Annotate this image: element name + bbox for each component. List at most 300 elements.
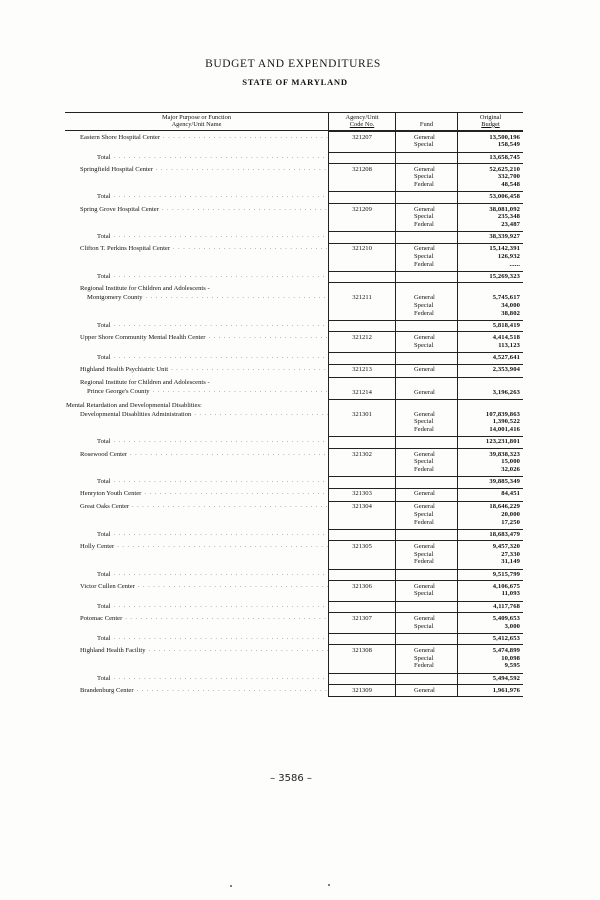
agency-name-text: Highland Health Psychiatric Unit <box>80 366 169 374</box>
fund-type: General <box>414 366 435 374</box>
dot-leader <box>110 673 328 685</box>
budget-cell <box>457 684 523 697</box>
agency-name-line <box>65 245 328 253</box>
fund-cell <box>395 580 457 601</box>
agency-name-text: Holly Center <box>80 543 115 551</box>
header-budget-line2: Budget <box>481 120 500 128</box>
agency-code: 321214 <box>352 388 372 396</box>
budget-amount: 23,487 <box>501 220 520 228</box>
fund-type: General <box>414 450 435 458</box>
dot-leader <box>143 294 329 302</box>
fund-type: Special <box>414 173 434 181</box>
budget-cell <box>457 243 523 271</box>
total-row <box>65 152 523 164</box>
fund-type: General <box>414 334 435 342</box>
budget-table <box>65 112 523 697</box>
page-number: – 3586 – <box>270 773 312 784</box>
budget-amount: 17,250 <box>501 518 520 526</box>
agency-code-cell <box>328 364 395 377</box>
fund-cell <box>395 377 457 399</box>
agency-name-line <box>65 583 328 591</box>
agency-code: 321309 <box>352 686 372 694</box>
total-amount: 15,269,323 <box>457 271 523 283</box>
agency-code: 321301 <box>352 410 372 418</box>
table-row <box>65 377 523 399</box>
total-label: Total <box>97 321 111 329</box>
total-label-cell <box>65 271 328 283</box>
agency-name-text: Regional Institute for Children and Adolescents - <box>80 379 210 387</box>
total-row <box>65 271 523 283</box>
dot-leader <box>153 166 328 174</box>
agency-code: 321213 <box>352 366 372 374</box>
scan-speck <box>328 884 330 886</box>
budget-cell <box>457 580 523 601</box>
fund-type: General <box>414 582 435 590</box>
section-heading <box>65 402 328 410</box>
budget-amount: 5,745,617 <box>492 294 520 302</box>
fund-cell <box>395 131 457 152</box>
total-row <box>65 476 523 488</box>
agency-name-line <box>65 411 328 419</box>
total-amount: 53,006,458 <box>457 191 523 203</box>
agency-code-cell <box>328 580 395 601</box>
agency-name-cell <box>65 448 328 476</box>
total-label: Total <box>97 602 111 610</box>
agency-code: 321302 <box>352 450 372 458</box>
budget-amount: 9,457,320 <box>492 543 520 551</box>
agency-name-cell <box>65 399 328 436</box>
total-code-cell <box>328 529 395 541</box>
total-code-cell <box>328 231 395 243</box>
fund-type: General <box>414 686 435 694</box>
agency-code-cell <box>328 684 395 697</box>
total-label: Total <box>97 233 111 241</box>
fund-type: General <box>414 503 435 511</box>
fund-type: Federal <box>414 220 434 228</box>
dot-leader <box>110 271 328 283</box>
table-row <box>65 131 523 152</box>
agency-code-cell <box>328 243 395 271</box>
agency-name-line <box>65 285 328 293</box>
value-cells <box>328 540 523 568</box>
fund-type: General <box>414 647 435 655</box>
budget-amount: 38,081,092 <box>489 205 520 213</box>
budget-amount: 126,932 <box>497 252 520 260</box>
budget-amount: 1,961,976 <box>492 686 520 694</box>
fund-type: Special <box>414 213 434 221</box>
agency-name-cell <box>65 684 328 697</box>
agency-code-cell <box>328 488 395 501</box>
agency-code: 321212 <box>352 334 372 342</box>
agency-name-cell <box>65 488 328 501</box>
total-amount: 38,339,927 <box>457 231 523 243</box>
total-fund-cell <box>395 673 457 685</box>
total-label-cell <box>65 191 328 203</box>
agency-code: 321306 <box>352 582 372 590</box>
table-row <box>65 282 523 319</box>
section-heading-text: Mental Retardation and Developmental Disablities: <box>66 401 202 409</box>
table-row <box>65 331 523 352</box>
total-code-cell <box>328 633 395 645</box>
budget-amount: 10,098 <box>501 654 520 662</box>
budget-cell <box>457 399 523 436</box>
budget-amount: 3,196,263 <box>492 388 520 396</box>
agency-name-line <box>65 166 328 174</box>
dot-leader <box>110 633 328 645</box>
budget-cell <box>457 364 523 377</box>
fund-type: General <box>414 615 435 622</box>
fund-type: General <box>414 294 435 302</box>
budget-amount: 2,353,904 <box>492 366 520 374</box>
agency-name-cell <box>65 644 328 672</box>
dot-leader <box>110 476 328 488</box>
agency-code-cell <box>328 377 395 399</box>
page-subtitle: STATE OF MARYLAND <box>242 77 348 87</box>
total-amount: 9,515,799 <box>457 569 523 581</box>
total-code-cell <box>328 601 395 613</box>
total-fund-cell <box>395 231 457 243</box>
agency-name-line <box>65 294 328 302</box>
agency-name-text: Highland Health Facility <box>80 647 146 655</box>
agency-name-text: Spring Grove Hospital Center <box>80 205 159 213</box>
agency-code: 321209 <box>352 205 372 213</box>
total-fund-cell <box>395 569 457 581</box>
value-cells <box>328 448 523 476</box>
budget-cell <box>457 501 523 529</box>
total-label: Total <box>97 354 111 362</box>
header-code-line1: Agency/Unit <box>345 114 379 121</box>
agency-name-text: Montgomery County <box>87 294 143 302</box>
budget-amount: 11,093 <box>501 590 520 598</box>
table-row <box>65 203 523 231</box>
total-label-cell <box>65 320 328 332</box>
table-row <box>65 364 523 377</box>
dot-leader <box>159 206 328 214</box>
total-value-cells <box>328 529 523 541</box>
budget-amount: 3,000 <box>504 622 520 630</box>
total-code-cell <box>328 476 395 488</box>
table-body <box>65 131 523 697</box>
agency-name-cell <box>65 203 328 231</box>
total-value-cells <box>328 191 523 203</box>
budget-amount: 84,451 <box>501 490 520 498</box>
total-fund-cell <box>395 152 457 164</box>
total-amount: 5,412,653 <box>457 633 523 645</box>
agency-name-text: Developmental Disablities Administration <box>80 410 192 418</box>
fund-cell <box>395 163 457 191</box>
fund-cell <box>395 612 457 633</box>
budget-amount: 15,000 <box>501 458 520 466</box>
agency-name-text: Great Oaks Center <box>80 503 130 511</box>
agency-name-cell <box>65 364 328 377</box>
agency-name-text: Prince George's County <box>87 388 150 396</box>
fund-cell <box>395 399 457 436</box>
total-label-cell <box>65 352 328 364</box>
fund-cell <box>395 243 457 271</box>
fund-type: Special <box>414 141 434 149</box>
total-label: Total <box>97 478 111 486</box>
total-code-cell <box>328 152 395 164</box>
table-row <box>65 540 523 568</box>
budget-amount: 4,414,518 <box>492 334 520 342</box>
agency-name-line <box>65 366 328 374</box>
agency-code: 321308 <box>352 647 372 655</box>
dot-leader <box>110 569 328 581</box>
agency-code-cell <box>328 448 395 476</box>
fund-type: Federal <box>414 662 434 670</box>
total-label-cell <box>65 673 328 685</box>
total-label: Total <box>97 438 111 446</box>
agency-name-cell <box>65 131 328 152</box>
fund-type: Federal <box>414 309 434 317</box>
table-row <box>65 488 523 501</box>
total-amount: 4,117,768 <box>457 601 523 613</box>
total-label-cell <box>65 436 328 448</box>
agency-code-cell <box>328 203 395 231</box>
total-row <box>65 352 523 364</box>
total-value-cells <box>328 476 523 488</box>
table-row <box>65 644 523 672</box>
table-row <box>65 448 523 476</box>
table-row <box>65 399 523 436</box>
budget-amount: 5,409,653 <box>492 615 520 622</box>
budget-amount: 113,123 <box>498 341 520 349</box>
agency-code-cell <box>328 540 395 568</box>
fund-type: General <box>414 205 435 213</box>
agency-code: 321210 <box>352 245 372 253</box>
agency-name-cell <box>65 540 328 568</box>
total-label-cell <box>65 476 328 488</box>
value-cells <box>328 203 523 231</box>
value-cells <box>328 580 523 601</box>
total-amount: 123,231,801 <box>457 436 523 448</box>
agency-name-text: Regional Institute for Children and Adolescents - <box>80 285 210 293</box>
agency-name-line <box>65 379 328 387</box>
total-code-cell <box>328 352 395 364</box>
agency-name-text: Springfield Hospital Center <box>80 165 153 173</box>
fund-cell <box>395 203 457 231</box>
total-label: Total <box>97 674 111 682</box>
table-row <box>65 243 523 271</box>
fund-type: General <box>414 133 435 141</box>
agency-name-line <box>65 687 328 695</box>
budget-amount: 158,549 <box>497 141 520 149</box>
value-cells <box>328 377 523 399</box>
total-amount: 5,818,419 <box>457 320 523 332</box>
agency-name-text: Potomac Center <box>80 615 123 622</box>
total-fund-cell <box>395 633 457 645</box>
agency-code: 321305 <box>352 543 372 551</box>
budget-cell <box>457 488 523 501</box>
dot-leader <box>191 411 328 419</box>
value-cells <box>328 612 523 633</box>
total-row <box>65 569 523 581</box>
total-code-cell <box>328 191 395 203</box>
header-name-line1: Major Purpose or Function <box>161 114 232 121</box>
dot-leader <box>141 490 328 498</box>
budget-amount: 32,026 <box>501 465 520 473</box>
budget-cell <box>457 282 523 319</box>
dot-leader <box>110 191 328 203</box>
total-fund-cell <box>395 601 457 613</box>
dot-leader <box>168 366 328 374</box>
budget-cell <box>457 131 523 152</box>
agency-name-text: Henryton Youth Center <box>80 490 142 498</box>
fund-cell <box>395 501 457 529</box>
total-fund-cell <box>395 320 457 332</box>
budget-cell <box>457 644 523 672</box>
dot-leader <box>170 245 328 253</box>
dot-leader <box>150 388 328 396</box>
value-cells <box>328 501 523 529</box>
header-fund-column <box>395 113 457 130</box>
total-value-cells <box>328 673 523 685</box>
table-row <box>65 580 523 601</box>
header-fund: Fund <box>419 121 434 128</box>
total-row <box>65 191 523 203</box>
agency-code-cell <box>328 399 395 436</box>
agency-code: 321304 <box>352 503 372 511</box>
dot-leader <box>205 334 328 342</box>
agency-name-line <box>65 388 328 396</box>
agency-code: 321211 <box>352 294 372 302</box>
scan-speck <box>230 885 232 887</box>
agency-name-text: Brandenburg Center <box>80 686 134 694</box>
total-label-cell <box>65 529 328 541</box>
total-amount: 13,658,745 <box>457 152 523 164</box>
agency-name-text: Clifton T. Perkins Hospital Center <box>80 245 171 253</box>
total-row <box>65 436 523 448</box>
budget-amount: 18,646,229 <box>489 503 520 511</box>
dot-leader <box>122 615 328 623</box>
budget-amount: 1,390,522 <box>492 418 520 426</box>
value-cells <box>328 282 523 319</box>
budget-amount: 5,474,899 <box>492 647 520 655</box>
fund-type: Federal <box>414 181 434 189</box>
agency-code-cell <box>328 644 395 672</box>
budget-amount: 38,802 <box>501 309 520 317</box>
table-row <box>65 684 523 697</box>
total-label-cell <box>65 152 328 164</box>
dot-leader <box>110 352 328 364</box>
fund-cell <box>395 644 457 672</box>
agency-name-line <box>65 206 328 214</box>
total-value-cells <box>328 320 523 332</box>
budget-amount: 34,000 <box>501 302 520 309</box>
dot-leader <box>135 583 328 591</box>
total-amount: 4,527,641 <box>457 352 523 364</box>
value-cells <box>328 684 523 697</box>
header-name-line2: Agency/Unit Name <box>171 120 222 128</box>
budget-amount: 235,348 <box>497 213 520 221</box>
fund-cell <box>395 684 457 697</box>
fund-cell <box>395 540 457 568</box>
total-label: Total <box>97 634 111 642</box>
agency-name-line <box>65 503 328 511</box>
total-code-cell <box>328 673 395 685</box>
fund-type: Special <box>414 458 434 466</box>
budget-amount: 20,000 <box>501 510 520 518</box>
budget-cell <box>457 203 523 231</box>
budget-amount: 4,106,675 <box>492 582 520 590</box>
total-value-cells <box>328 569 523 581</box>
total-fund-cell <box>395 352 457 364</box>
table-row <box>65 612 523 633</box>
agency-name-cell <box>65 501 328 529</box>
total-row <box>65 673 523 685</box>
fund-cell <box>395 282 457 319</box>
fund-type: General <box>414 543 435 551</box>
total-value-cells <box>328 231 523 243</box>
total-label-cell <box>65 569 328 581</box>
agency-code: 321303 <box>352 490 372 498</box>
agency-name-line <box>65 134 328 142</box>
dot-leader <box>146 647 328 655</box>
agency-name-line <box>65 543 328 551</box>
agency-name-cell <box>65 612 328 633</box>
agency-code-cell <box>328 331 395 352</box>
agency-name-text: Rosewood Center <box>80 450 128 458</box>
dot-leader <box>110 320 328 332</box>
fund-type: Federal <box>414 518 434 526</box>
budget-cell <box>457 612 523 633</box>
fund-type: General <box>414 388 435 396</box>
agency-name-line <box>65 451 328 459</box>
budget-amount: 13,500,196 <box>489 133 520 141</box>
dot-leader <box>110 601 328 613</box>
agency-name-line <box>65 615 328 623</box>
total-value-cells <box>328 436 523 448</box>
total-label: Total <box>97 530 111 538</box>
total-code-cell <box>328 436 395 448</box>
dot-leader <box>134 687 328 695</box>
total-row <box>65 320 523 332</box>
agency-code-cell <box>328 612 395 633</box>
value-cells <box>328 488 523 501</box>
header-code-line2: Code No. <box>349 120 375 128</box>
total-fund-cell <box>395 191 457 203</box>
total-label: Total <box>97 570 111 578</box>
agency-name-line <box>65 334 328 342</box>
total-amount: 18,683,479 <box>457 529 523 541</box>
fund-type: Special <box>414 622 434 630</box>
fund-cell <box>395 488 457 501</box>
total-code-cell <box>328 569 395 581</box>
agency-name-text: Victor Cullen Center <box>80 582 135 590</box>
agency-name-line <box>65 647 328 655</box>
fund-type: General <box>414 245 435 253</box>
total-value-cells <box>328 601 523 613</box>
dot-leader <box>114 543 328 551</box>
total-label: Total <box>97 272 111 280</box>
dot-leader <box>127 451 328 459</box>
header-budget-line1: Original <box>479 114 502 121</box>
total-amount: 5,494,592 <box>457 673 523 685</box>
fund-cell <box>395 331 457 352</box>
total-row <box>65 231 523 243</box>
budget-cell <box>457 448 523 476</box>
fund-type: Federal <box>414 558 434 566</box>
agency-code-cell <box>328 131 395 152</box>
agency-code-cell <box>328 282 395 319</box>
fund-type: Special <box>414 510 434 518</box>
budget-amount: 48,548 <box>501 181 520 189</box>
budget-cell <box>457 377 523 399</box>
agency-name-cell <box>65 282 328 319</box>
fund-type: Special <box>414 341 434 349</box>
total-row <box>65 633 523 645</box>
total-fund-cell <box>395 529 457 541</box>
